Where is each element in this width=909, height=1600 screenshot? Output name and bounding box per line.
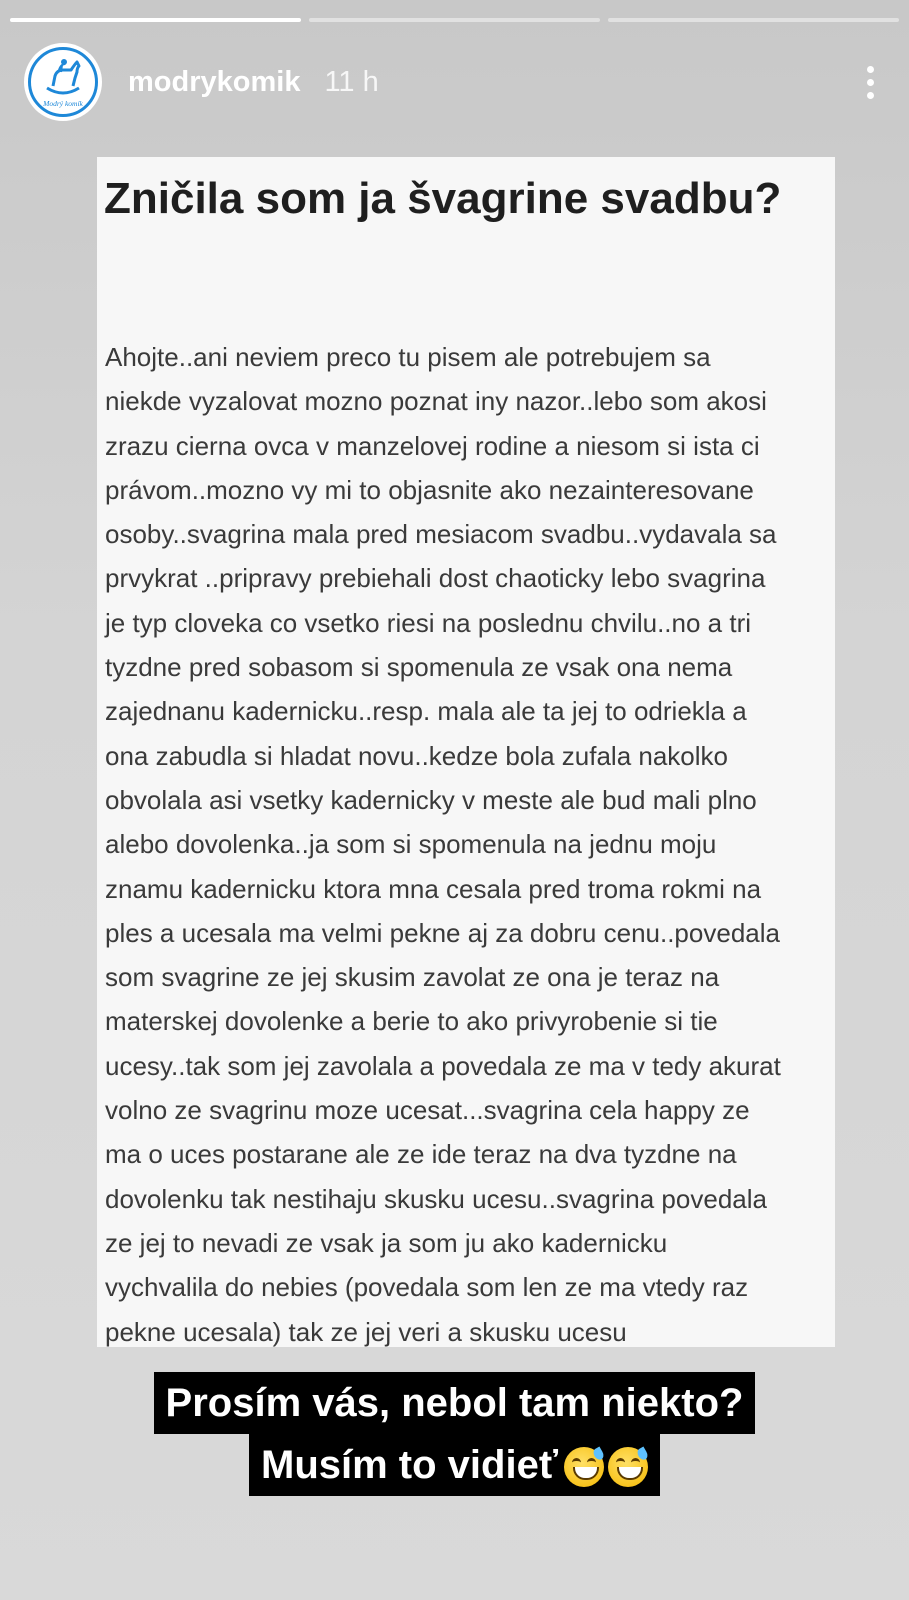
story-caption [0,1372,909,1496]
account-username[interactable]: modrykomik [128,65,301,98]
more-dot-icon [867,92,874,99]
more-options-button[interactable] [855,57,885,107]
story-progress-segment [309,18,600,22]
more-dot-icon [867,79,874,86]
post-timestamp: 11 h [324,65,379,98]
article-body: Ahojte..ani neviem preco tu pisem ale potrebujem sa niekde vyzalovat mozno poznat iny nazor..lebo som akosi zrazu cierna ovca v manzelovej rodine a niesom si ista ci právom..mozno vy mi to objasnite ako nezainteresovane osoby..svagrina mala pred mesiacom svadbu..vydavala sa prvykrat ..pripravy prebiehali dost chaoticky lebo svagrina je typ cloveka co vsetko riesi na poslednu chvilu..no a tri tyzdne pred sobasom si spomenula ze vsak ona nema zajednanu kadernicku..resp. mala ale ta jej to odriekla a ona zabudla si hladat novu..kedze bola zufala nakolko obvolala asi vsetky kadernicky v meste ale bud mali plno alebo dovolenka..ja som si spomenula na jednu moju znamu kadernicku ktora mna cesala pred troma rokmi na ples a ucesala ma velmi pekne aj za dobru cenu..povedala som svagrine ze jej skusim zavolat ze ona je teraz na materskej dovolenke a berie to ako privyrobenie si tie ucesy..tak som jej zavolala a povedala ze ma v tedy akurat volno ze svagrinu moze ucesat...svagrina cela happy ze ma o uces postarane ale ze ide teraz na dva tyzdne na dovolenku tak nestihaju skusku ucesu..svagrina povedala ze jej to nevadi ze vsak ja som ju ako kadernicku vychvalila do nebies (povedala som len ze ma vtedy raz pekne ucesala) tak ze jej veri a skusku ucesu [105,342,781,1347]
rocking-horse-logo-icon [28,47,98,117]
caption-line-2-box [249,1434,660,1496]
story-progress-segment [608,18,899,22]
story-header [24,42,885,122]
story-progress-bars [10,18,899,22]
rocking-horse-svg [31,50,95,114]
story-progress-fill [10,18,301,22]
caption-line-2: Musím to vidieť [261,1443,558,1487]
emoji-pair [564,1447,648,1487]
avatar[interactable] [24,43,102,121]
more-dot-icon [867,66,874,73]
article-screenshot [97,157,835,1347]
article-title: Zničila som ja švagrine svadbu? [104,174,782,223]
caption-line-1: Prosím vás, nebol tam niekto? [154,1372,756,1434]
story-progress-segment [10,18,301,22]
grinning-face-with-sweat-icon [608,1447,648,1487]
avatar-logo-text: Modrý komík [43,99,83,108]
grinning-face-with-sweat-icon [564,1447,604,1487]
